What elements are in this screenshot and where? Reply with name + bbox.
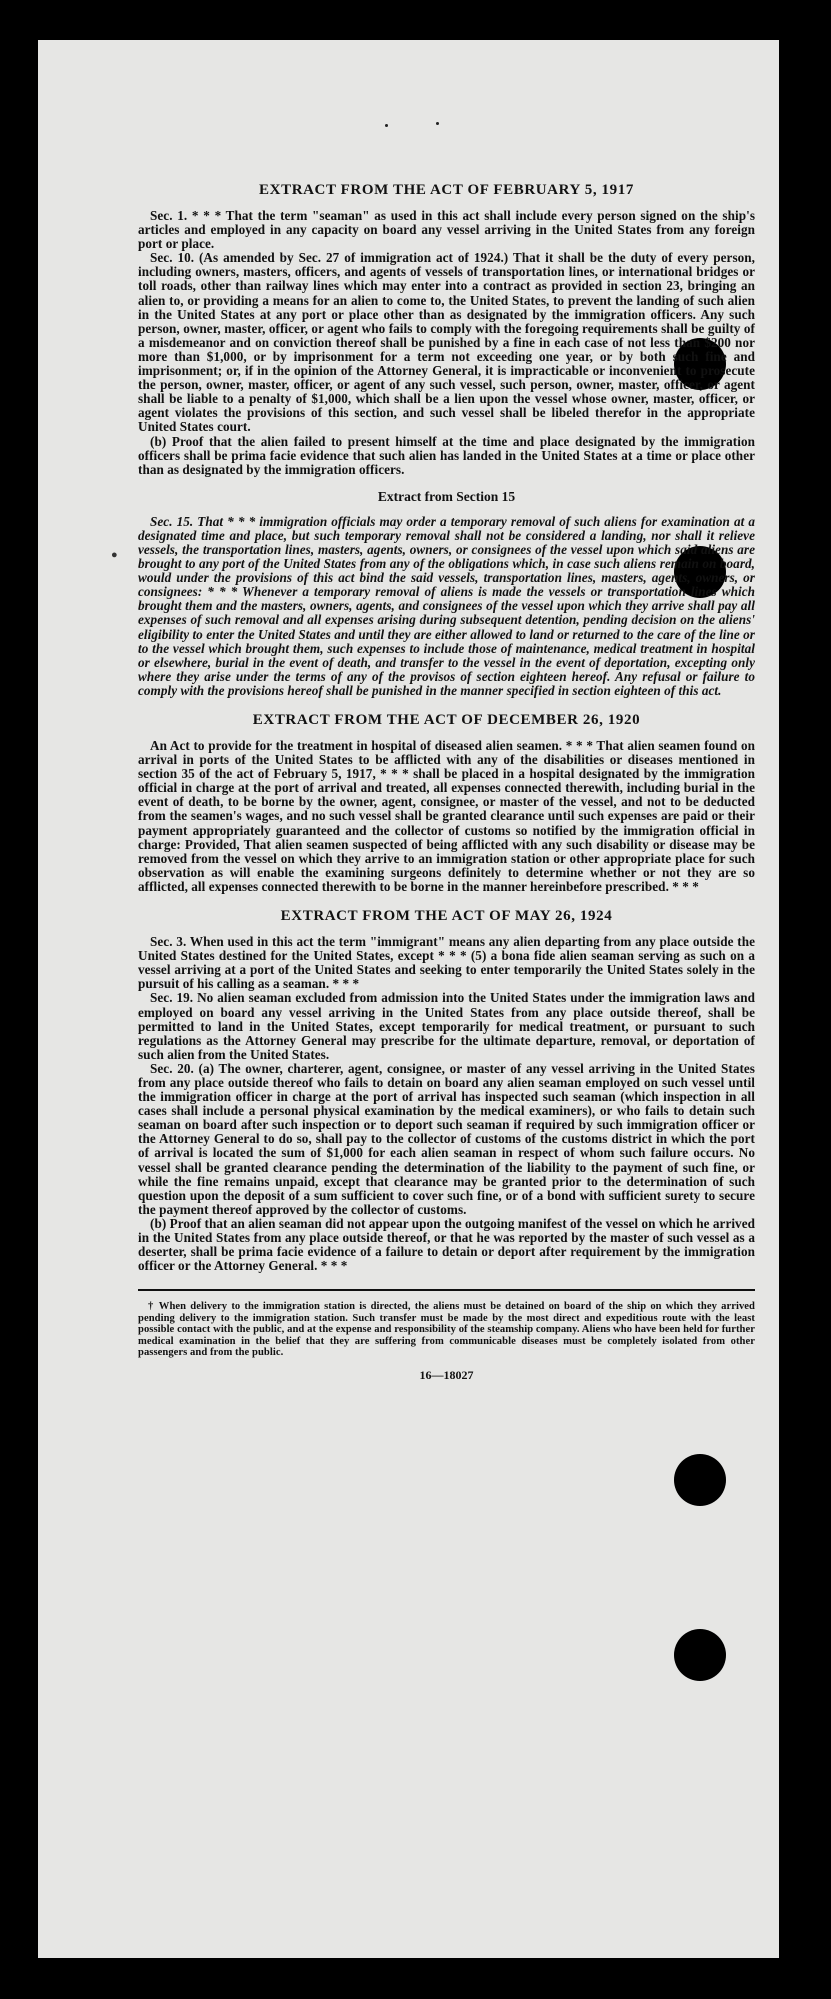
margin-dot: ● xyxy=(111,549,118,561)
paragraph-sec-1: Sec. 1. * * * That the term "seaman" as used in this act shall include every person signed on the ship's articles and employed in any capacity on board any vessel arriving in the United States from any foreign port or place. xyxy=(138,208,755,252)
paragraph-sec-19: Sec. 19. No alien seaman excluded from admission into the United States under the immigration laws and employed on board any vessel arriving in the United States from any place outside thereof, shall be permitted to land in the United States, except temporarily for medical treatment, or pursuant to such regulations as the Attorney General may prescribe for the ultimate departure, removal, or deportation of such alien from the United States. xyxy=(138,990,755,1062)
paragraph-sec-10: Sec. 10. (As amended by Sec. 27 of immigration act of 1924.) That it shall be the duty of every person, including owners, masters, officers, and agents of vessels of transportation lines, or international bridges or toll roads, other than railway lines which may enter into a contract as provided in section 23, bringing an alien to, or providing a means for an alien to come to, the United States, to prevent the landing of such alien in the United States at any port or place other than as designated by the immigration officers. Any such person, owner, master, officer, or agent who fails to comply with the foregoing requirements shall be guilty of a misdemeanor and on conviction thereof shall be punished by a fine in each case of not less than $200 nor more than $1,000, or by imprisonment for a term not exceeding one year, or by both such fine and imprisonment; or, if in the opinion of the Attorney General, it is impracticable or inconvenient to prosecute the person, owner, master, officer, or agent of any such vessel, such person, owner, master, officer, or agent shall be liable to a penalty of $1,000, which shall be a lien upon the vessel whose owner, master, officer, or agent violates the provisions of this section, and such vessel shall be libeled therefor in the appropriate United States court. xyxy=(138,250,755,435)
footnote xyxy=(138,1301,755,1358)
footnote-rule xyxy=(138,1289,755,1291)
document-body xyxy=(138,182,755,1383)
paragraph-sec-10b: (b) Proof that the alien failed to present himself at the time and place designated by the immigration officers shall be prima facie evidence that such alien has landed in the United States at a time or place other than as designated by the immigration officers. xyxy=(138,433,755,477)
paragraph-sec-20b: (b) Proof that an alien seaman did not appear upon the outgoing manifest of the vessel on which he arrived in the United States from any place outside thereof, or that he was reported by the master of such vessel as a deserter, shall be prima facie evidence of a failure to detain or deport after requirement by the immigration officer or the Attorney General. * * * xyxy=(138,1215,755,1274)
punch-hole-3 xyxy=(674,1454,726,1506)
paragraph-sec-3: Sec. 3. When used in this act the term "immigrant" means any alien departing from any place outside the United States destined for the United States, except * * * (5) a bona fide alien seaman serving as such on a vessel arriving at a port of the United States and seeking to enter temporarily the United States solely in the pursuit of his calling as a seaman. * * * xyxy=(138,934,755,992)
punch-hole-4 xyxy=(674,1629,726,1681)
paper-specks xyxy=(383,122,443,132)
heading-act-1924: EXTRACT FROM THE ACT OF MAY 26, 1924 xyxy=(280,908,613,925)
footnote-text: † When delivery to the immigration station is directed, the aliens must be detained on board of the ship on which they arrived pending delivery to the immigration station. Such transfer must be made by the most direct and expeditious route with the least possible contact with the public, and at the expense and responsibility of the steamship company. Aliens who have been held for further medical examination in the belief that they are suffering from communicable diseases must be completely isolated from other passengers and from the public. xyxy=(138,1301,755,1358)
heading-act-1920: EXTRACT FROM THE ACT OF DECEMBER 26, 1920 xyxy=(252,712,641,728)
paragraph-sec-15: Sec. 15. That * * * immigration officials may order a temporary removal of such aliens for examination at a designated time and place, but such temporary removal shall not be considered a landing, nor shall it relieve vessels, the transportation lines, masters, agents, owners, or consignees of the vessel upon which said aliens are brought to any port of the United States from any of the obligations which, in case such aliens remain on board, would under the provisions of this act bind the said vessels, transportation lines, masters, agents, owners, or consignees: * * * Whenever a temporary removal of aliens is made the vessels or transportation lines which brought them and the masters, owners, agents, and consignees of the vessel upon which they arrive shall pay all expenses of such removal and all expenses arising during subsequent detention, pending decision on the aliens' eligibility to enter the United States and until they are either allowed to land or returned to the care of the line or to the vessel which brought them, such expenses to include those of maintenance, medical treatment in hospital or elsewhere, burial in the event of death, and transfer to the vessel in the event of deportation, excepting only where they arise under the terms of any of the provisos of section eighteen hereof. Any refusal or failure to comply with the provisions hereof shall be punished in the manner specified in section eighteen of this act. xyxy=(138,513,755,698)
paragraph-sec-20a: Sec. 20. (a) The owner, charterer, agent, consignee, or master of any vessel arriving in the United States from any place outside thereof who fails to detain on board any alien seaman employed on such vessel until the immigration officer in charge at the port of arrival has inspected such seaman (which inspection in all cases shall include a personal physical examination by the medical examiners), or who fails to detain such seaman on board after such inspection or to deport such seaman if required by such immigration officer or the Attorney General to do so, shall pay to the collector of customs of the customs district in which the port of arrival is located the sum of $1,000 for each alien seaman in respect of whom such failure occurs. No vessel shall be granted clearance pending the determination of the liability to the payment of such fine, or while the fine remains unpaid, except that clearance may be granted prior to the determination of such question upon the deposit of a sum sufficient to cover such fine, or of a bond with sufficient surety to secure the payment thereof approved by the collector of customs. xyxy=(138,1060,755,1217)
page-number: 16—18027 xyxy=(419,1368,474,1383)
document-page xyxy=(38,40,779,1958)
heading-section-15: Extract from Section 15 xyxy=(377,488,516,504)
paragraph-act-1920: An Act to provide for the treatment in hospital of diseased alien seamen. * * * That alien seamen found on arrival in ports of the United States to be afflicted with any of the disabilities or diseases mentioned in section 35 of the act of February 5, 1917, * * * shall be placed in a hospital designated by the immigration official in charge at the port of arrival and treated, all expenses connected therewith, including burial in the event of death, to be borne by the owner, agent, consignee, or master of the vessel, and not to be deducted from the seamen's wages, and no such vessel shall be granted clearance until such expenses are paid or their payment appropriately guaranteed and the collector of customs so notified by the immigration official in charge: Provided, That alien seamen suspected of being afflicted with any such disability or disease may be removed from the vessel on which they arrive to an immigration station or other appropriate place for such observation as will enable the examining surgeons definitely to determine whether or not they are so afflicted, all expenses connected therewith to be borne in the manner hereinbefore prescribed. * * * xyxy=(138,738,755,894)
heading-act-1917: EXTRACT FROM THE ACT OF FEBRUARY 5, 1917 xyxy=(259,182,634,198)
